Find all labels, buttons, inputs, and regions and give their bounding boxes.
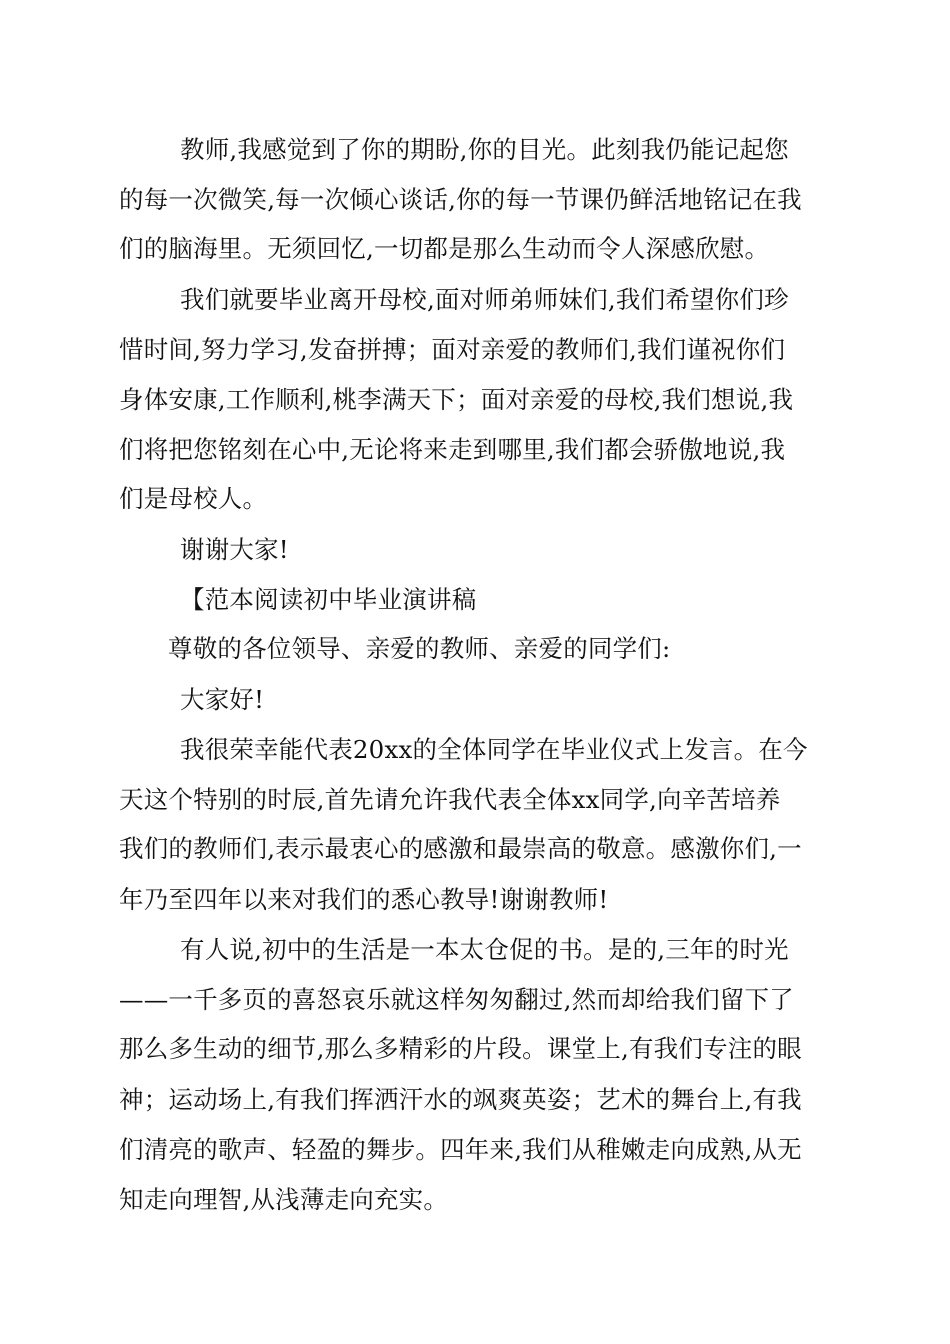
- text-line: 身体安康,工作顺利,桃李满天下；面对亲爱的母校,我们想说,我: [119, 385, 794, 414]
- text-line: 神；运动场上,有我们挥洒汗水的飒爽英姿；艺术的舞台上,有我: [119, 1085, 802, 1114]
- text-line: 我很荣幸能代表20xx的全体同学在毕业仪式上发言。在今: [180, 735, 808, 764]
- text-line: 天这个特别的时辰,首先请允许我代表全体xx同学,向辛苦培养: [119, 785, 781, 814]
- text-line: 们是母校人。: [119, 484, 268, 513]
- greeting: 大家好!: [180, 685, 265, 714]
- section-heading: 【范本阅读初中毕业演讲稿: [180, 585, 477, 614]
- text-line: 们清亮的歌声、轻盈的舞步。四年来,我们从稚嫩走向成熟,从无: [119, 1135, 802, 1164]
- text-line: 年乃至四年以来对我们的悉心教导!谢谢教师!: [119, 885, 609, 914]
- text-line: 的每一次微笑,每一次倾心谈话,你的每一节课仍鲜活地铭记在我: [119, 185, 802, 214]
- text-line: 惜时间,努力学习,发奋拼搏；面对亲爱的教师们,我们谨祝你们: [119, 335, 786, 364]
- text-line: 们将把您铭刻在心中,无论将来走到哪里,我们都会骄傲地说,我: [119, 435, 786, 464]
- text-line: 那么多生动的细节,那么多精彩的片段。课堂上,有我们专注的眼: [119, 1034, 802, 1063]
- text-line: ——一千多页的喜怒哀乐就这样匆匆翻过,然而却给我们留下了: [119, 985, 794, 1014]
- text-line: 有人说,初中的生活是一本太仓促的书。是的,三年的时光: [180, 935, 789, 964]
- text-line: 我们就要毕业离开母校,面对师弟师妹们,我们希望你们珍: [180, 285, 789, 314]
- text-line: 们的脑海里。无须回忆,一切都是那么生动而令人深感欣慰。: [119, 234, 770, 263]
- text-line: 知走向理智,从浅薄走向充实。: [119, 1185, 449, 1214]
- text-line: 谢谢大家!: [180, 535, 289, 564]
- text-line: 我们的教师们,表示最衷心的感激和最崇高的敬意。感激你们,一: [119, 834, 802, 863]
- salutation: 尊敬的各位领导、亲爱的教师、亲爱的同学们:: [168, 634, 671, 663]
- text-line: 教师,我感觉到了你的期盼,你的目光。此刻我仍能记起您: [180, 135, 789, 164]
